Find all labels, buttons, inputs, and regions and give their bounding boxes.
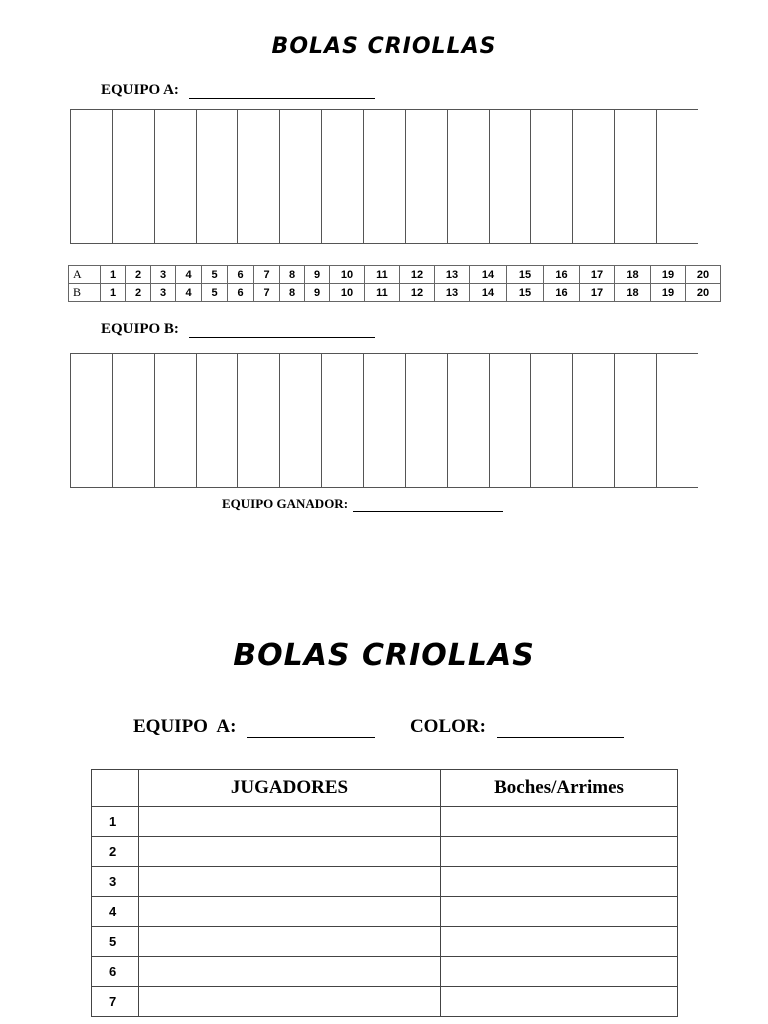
player-row-number: 4 [92,897,139,927]
player-row [92,897,678,927]
player-row [92,867,678,897]
score-cell[interactable]: 19 [651,266,686,284]
boches-arrimes-cell[interactable] [441,867,678,897]
score-row [69,266,721,284]
team-b-tally-cell[interactable] [155,354,197,487]
player-row-number: 1 [92,807,139,837]
score-row-label: B [69,284,101,302]
team-a-label: EQUIPO A: [101,82,179,98]
score-cell[interactable]: 9 [305,284,330,302]
score-cell[interactable]: 7 [254,284,280,302]
score-cell[interactable]: 18 [615,284,651,302]
team-b-name-field[interactable] [189,337,375,338]
boches-arrimes-cell[interactable] [441,837,678,867]
team-b-line [101,321,375,338]
boches-arrimes-cell[interactable] [441,987,678,1017]
color-label: COLOR: [409,716,486,737]
team-b-tally-cell[interactable] [71,354,113,487]
team-a-tally-cell[interactable] [197,110,239,243]
player-row-number: 6 [92,957,139,987]
score-cell[interactable]: 5 [202,284,228,302]
boches-arrimes-cell[interactable] [441,897,678,927]
score-cell[interactable]: 19 [651,284,686,302]
team-a-tally-cell[interactable] [238,110,280,243]
team-a-tally-cell[interactable] [448,110,490,243]
score-cell[interactable]: 4 [176,284,202,302]
boches-arrimes-cell[interactable] [441,957,678,987]
winner-line [222,496,503,512]
team-a-tally-cell[interactable] [615,110,657,243]
team-color-line [133,716,624,738]
score-cell[interactable]: 2 [126,284,151,302]
header-players: JUGADORES [139,770,441,807]
header-boches-arrimes: Boches/Arrimes [441,770,678,807]
player-name-cell[interactable] [139,867,441,897]
team-a-tally-cell[interactable] [155,110,197,243]
score-cell[interactable]: 16 [544,284,580,302]
boches-arrimes-cell[interactable] [441,807,678,837]
score-cell[interactable]: 11 [365,266,400,284]
winner-label: EQUIPO GANADOR: [222,496,349,511]
team-a-tally-cell[interactable] [364,110,406,243]
team-b-tally-cell[interactable] [531,354,573,487]
player-name-cell[interactable] [139,987,441,1017]
score-cell[interactable]: 14 [470,284,507,302]
score-cell[interactable]: 1 [101,266,126,284]
player-row [92,927,678,957]
team-b-tally-cell[interactable] [448,354,490,487]
score-cell[interactable]: 14 [470,266,507,284]
score-cell[interactable]: 6 [228,266,254,284]
team-a-tally-cell[interactable] [657,110,698,243]
player-row [92,957,678,987]
score-cell[interactable]: 17 [580,266,615,284]
winner-name-field[interactable] [353,511,503,512]
score-cell[interactable]: 6 [228,284,254,302]
team-a-tally-cell[interactable] [322,110,364,243]
header-number [92,770,139,807]
players-header-row [92,770,678,807]
player-row-number: 7 [92,987,139,1017]
player-name-cell[interactable] [139,897,441,927]
team-label: EQUIPO A: [133,716,237,737]
player-row-number: 3 [92,867,139,897]
team-name-field[interactable] [247,737,375,738]
team-a-line [101,82,375,99]
team-a-tally-cell[interactable] [531,110,573,243]
team-b-tally-cell[interactable] [615,354,657,487]
team-a-tally-cell[interactable] [573,110,615,243]
score-cell[interactable]: 15 [507,284,544,302]
team-a-name-field[interactable] [189,98,375,99]
score-row [69,284,721,302]
sheet2-title: BOLAS CRIOLLAS [233,638,535,673]
player-row [92,987,678,1017]
player-row-number: 5 [92,927,139,957]
player-row [92,807,678,837]
score-cell[interactable]: 4 [176,266,202,284]
team-b-tally-cell[interactable] [490,354,532,487]
team-b-tally-cell[interactable] [113,354,155,487]
score-cell[interactable]: 8 [280,284,305,302]
team-b-label: EQUIPO B: [101,321,179,337]
color-field[interactable] [497,737,624,738]
score-cell[interactable]: 15 [507,266,544,284]
team-a-tally-cell[interactable] [113,110,155,243]
score-cell[interactable]: 2 [126,266,151,284]
score-cell[interactable]: 9 [305,266,330,284]
score-cell[interactable]: 3 [151,266,176,284]
score-cell[interactable]: 12 [400,284,435,302]
team-b-tally-cell[interactable] [197,354,239,487]
score-row-label: A [69,266,101,284]
player-row-number: 2 [92,837,139,867]
score-cell[interactable]: 20 [686,266,721,284]
score-cell[interactable]: 5 [202,266,228,284]
player-row [92,837,678,867]
team-a-tally-cell[interactable] [406,110,448,243]
score-cell[interactable]: 17 [580,284,615,302]
score-cell[interactable]: 13 [435,266,470,284]
player-name-cell[interactable] [139,837,441,867]
players-table [91,769,678,1017]
score-cell[interactable]: 13 [435,284,470,302]
team-b-tally-cell[interactable] [322,354,364,487]
team-a-tally-cell[interactable] [280,110,322,243]
score-cell[interactable]: 20 [686,284,721,302]
score-cell[interactable]: 11 [365,284,400,302]
team-b-tally-cell[interactable] [657,354,698,487]
team-b-tally-grid [70,353,698,488]
score-table [68,265,721,302]
score-cell[interactable]: 3 [151,284,176,302]
team-a-tally-grid [70,109,698,244]
team-a-tally-cell[interactable] [490,110,532,243]
team-b-tally-cell[interactable] [406,354,448,487]
score-cell[interactable]: 10 [330,266,365,284]
score-cell[interactable]: 18 [615,266,651,284]
team-b-tally-cell[interactable] [280,354,322,487]
boches-arrimes-cell[interactable] [441,927,678,957]
sheet1-title: BOLAS CRIOLLAS [271,34,497,59]
team-a-tally-cell[interactable] [71,110,113,243]
player-name-cell[interactable] [139,957,441,987]
score-cell[interactable]: 8 [280,266,305,284]
player-name-cell[interactable] [139,927,441,957]
score-cell[interactable]: 1 [101,284,126,302]
team-b-tally-cell[interactable] [573,354,615,487]
player-name-cell[interactable] [139,807,441,837]
score-cell[interactable]: 7 [254,266,280,284]
score-cell[interactable]: 10 [330,284,365,302]
team-b-tally-cell[interactable] [238,354,280,487]
team-b-tally-cell[interactable] [364,354,406,487]
score-cell[interactable]: 16 [544,266,580,284]
score-cell[interactable]: 12 [400,266,435,284]
